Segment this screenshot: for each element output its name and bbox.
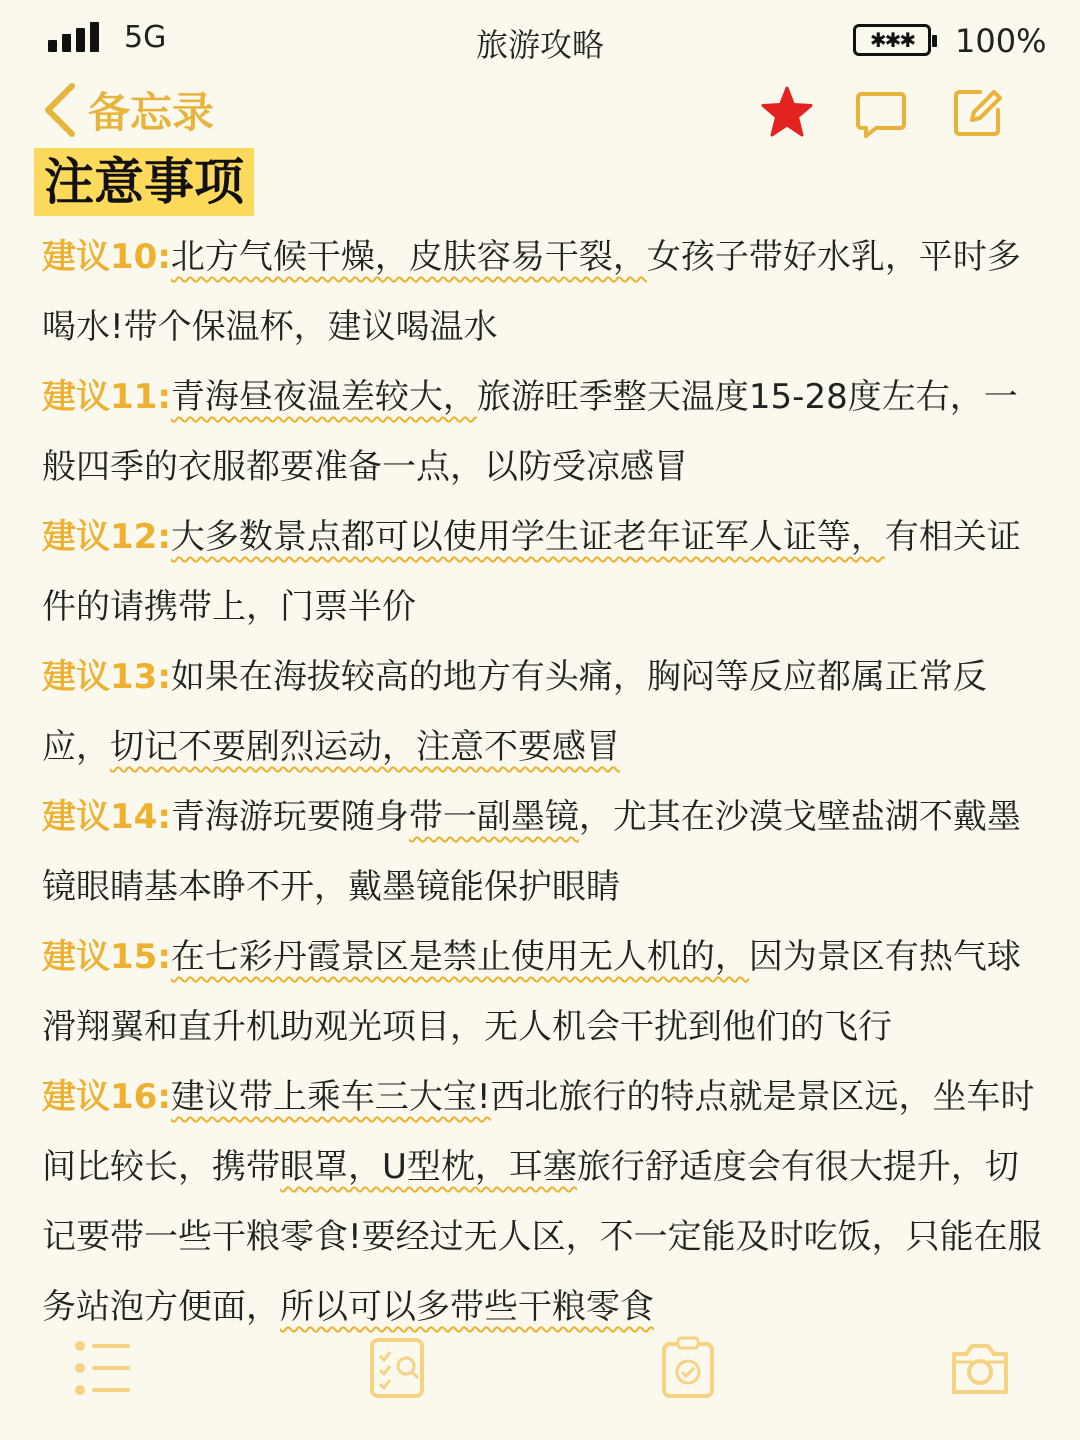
note-item bbox=[42, 922, 1042, 1062]
item-text: 如果在海拔较高的地方有头痛，胸闷等反应都属正常反应， bbox=[42, 657, 987, 767]
item-text: 西北旅行的特点就是景区远，坐车时间比较长，携带 bbox=[42, 1077, 1035, 1187]
item-label: 建议12: bbox=[42, 517, 171, 557]
item-text: 有相关证件的请携带上，门票半价 bbox=[42, 517, 1021, 627]
comment-icon[interactable] bbox=[854, 86, 908, 140]
window-title: 旅游攻略 bbox=[475, 26, 604, 64]
back-button[interactable] bbox=[40, 80, 214, 140]
underlined-text: 切记不要剧烈运动，注意不要感冒 bbox=[110, 727, 620, 767]
underlined-text: 在七彩丹霞景区是禁止使用无人机的， bbox=[170, 937, 749, 977]
underlined-text: 带一副墨镜 bbox=[408, 797, 579, 837]
item-label: 建议10: bbox=[42, 237, 171, 277]
star-icon[interactable] bbox=[760, 86, 814, 140]
item-text: 青海游玩要随身 bbox=[170, 797, 409, 837]
item-text: 旅游旺季整天温度15-28度左右，一般四季的衣服都要准备一点，以防受凉感冒 bbox=[42, 377, 1018, 487]
status-bar bbox=[0, 0, 1080, 80]
battery-percent: 100% bbox=[955, 22, 1047, 60]
item-label: 建议13: bbox=[42, 657, 171, 697]
item-text: 旅行舒适度会有很大提升，切记要带一些干粮零食!要经过无人区，不一定能及时吃饭，只能在服务站泡方便面， bbox=[42, 1147, 1042, 1327]
note-item bbox=[42, 1062, 1042, 1342]
note-item bbox=[42, 502, 1042, 642]
note-heading: 注意事项 bbox=[34, 148, 254, 216]
note-item bbox=[42, 642, 1042, 782]
clipboard-icon[interactable] bbox=[656, 1336, 720, 1400]
note-item bbox=[42, 362, 1042, 502]
note-item bbox=[42, 222, 1042, 362]
note-item bbox=[42, 782, 1042, 922]
camera-icon[interactable] bbox=[948, 1336, 1012, 1400]
item-text: 女孩子带好水乳，平时多喝水!带个保温杯，建议喝温水 bbox=[42, 237, 1021, 347]
item-label: 建议16: bbox=[42, 1077, 171, 1117]
item-text: 因为景区有热气球滑翔翼和直升机助观光项目，无人机会干扰到他们的飞行 bbox=[42, 937, 1021, 1047]
checklist-icon[interactable] bbox=[366, 1336, 430, 1400]
underlined-text: 所以可以多带些干粮零食 bbox=[280, 1287, 654, 1327]
chevron-left-icon bbox=[40, 80, 80, 140]
item-text: ，尤其在沙漠戈壁盐湖不戴墨镜眼睛基本睁不开，戴墨镜能保护眼睛 bbox=[42, 797, 1021, 907]
note-body[interactable] bbox=[42, 222, 1042, 1342]
battery-icon: ✱✱✱ bbox=[853, 24, 931, 56]
list-icon[interactable] bbox=[70, 1336, 134, 1400]
underlined-text: 青海昼夜温差较大， bbox=[170, 377, 477, 417]
back-label: 备忘录 bbox=[88, 88, 215, 137]
item-label: 建议14: bbox=[42, 797, 171, 837]
edit-icon[interactable] bbox=[950, 86, 1004, 140]
underlined-text: 眼罩，U型枕，耳塞 bbox=[280, 1147, 577, 1187]
nav-bar bbox=[0, 80, 1080, 142]
underlined-text: 大多数景点都可以使用学生证老年证军人证等， bbox=[170, 517, 885, 557]
underlined-text: 北方气候干燥，皮肤容易干裂， bbox=[170, 237, 647, 277]
item-label: 建议11: bbox=[42, 377, 171, 417]
underlined-text: 建议带上乘车三大宝! bbox=[170, 1077, 491, 1117]
network-type: 5G bbox=[124, 20, 167, 55]
bottom-toolbar bbox=[0, 1336, 1080, 1416]
item-label: 建议15: bbox=[42, 937, 171, 977]
